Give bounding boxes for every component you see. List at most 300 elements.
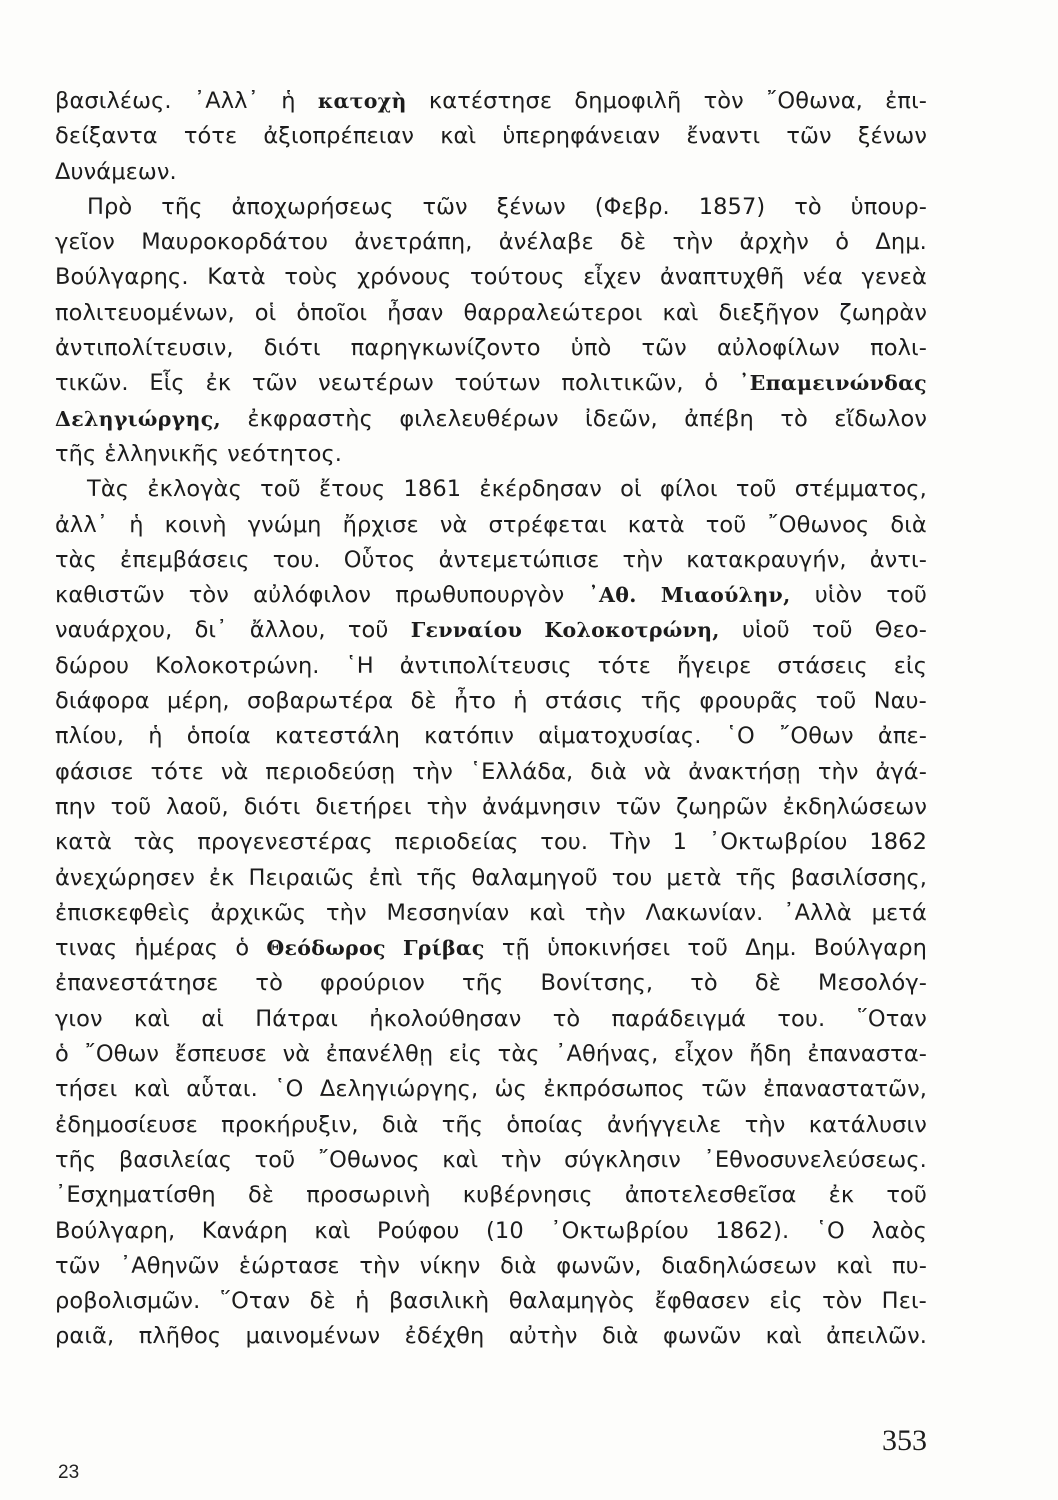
word: τοῦ xyxy=(254,1146,296,1173)
word: σύγκλησιν xyxy=(564,1146,681,1173)
word: ῾Ο xyxy=(274,1076,304,1103)
word: διὰ xyxy=(602,1323,639,1350)
word: φωνῶν xyxy=(663,1323,742,1350)
word: εἴδωλον xyxy=(834,405,927,432)
word: ὁποῖοι xyxy=(296,299,368,326)
word: κατὰ xyxy=(627,511,685,538)
text-line xyxy=(55,684,927,719)
word: διετήρει xyxy=(315,793,412,820)
page-number: 353 xyxy=(882,1424,927,1457)
word: ῾Η xyxy=(345,652,374,679)
word: σοβαρωτέρα xyxy=(247,688,394,715)
word: Θεο- xyxy=(874,617,927,644)
word: διότι xyxy=(263,335,321,362)
word: τότε xyxy=(150,758,204,785)
word: νὰ xyxy=(439,511,468,538)
word: παράδειγμά xyxy=(611,1005,747,1032)
word: τοὺς xyxy=(284,264,339,291)
word: τὴν xyxy=(412,758,453,785)
word: τῆς xyxy=(462,970,504,997)
word: ξένων xyxy=(857,123,927,150)
sheet-number: 23 xyxy=(58,1462,80,1483)
word: Θεόδωρος xyxy=(266,936,386,961)
word: τῶν xyxy=(701,1076,747,1103)
word: ἡ xyxy=(355,1288,370,1315)
word: αὐτὴν xyxy=(508,1323,578,1350)
word: διάφορα xyxy=(55,688,150,715)
word: ἀνήγγειλε xyxy=(607,1111,722,1138)
word: στρέφεται xyxy=(488,511,607,538)
word: ὁποία xyxy=(186,723,251,750)
word: μέρη, xyxy=(167,688,230,715)
word: δείξαντα xyxy=(55,123,158,150)
word: καὶ xyxy=(529,899,566,926)
word: τῆς xyxy=(735,864,777,891)
word: Πειραιῶς xyxy=(248,864,355,891)
word: Τὰς xyxy=(87,476,130,503)
word: Κανάρη xyxy=(201,1217,288,1244)
word: θαλαμηγοῦ xyxy=(471,864,598,891)
word: νέα xyxy=(802,264,843,291)
word: Πρὸ xyxy=(87,193,133,220)
word: (10 xyxy=(486,1217,524,1244)
word: φάσισε xyxy=(55,758,134,785)
word: πολιτευομένων, xyxy=(55,299,235,326)
word: νὰ xyxy=(643,758,672,785)
word: ῾Ο xyxy=(815,1217,845,1244)
word: ῎Οθων xyxy=(84,1041,160,1068)
text-line xyxy=(55,578,927,613)
word: Δημ. xyxy=(875,229,927,256)
word: ἑώρτασε xyxy=(238,1252,340,1279)
text-line xyxy=(55,896,927,931)
word: λαὸς xyxy=(871,1217,927,1244)
word: ροβολισμῶν. xyxy=(55,1288,201,1315)
word: κατακραυγήν, xyxy=(686,546,847,573)
word: ἐκέρδησαν xyxy=(479,476,602,503)
word: ἐκ xyxy=(208,864,235,891)
text-line xyxy=(55,84,927,119)
word: τῆς xyxy=(55,1146,97,1173)
word: Ρούφου xyxy=(376,1217,460,1244)
text-line xyxy=(55,1214,927,1249)
word: κυβέρνησις xyxy=(462,1182,593,1209)
word: αὐλοφίλων xyxy=(716,335,840,362)
word: προγενεστέρας xyxy=(197,829,373,856)
word: ἐκ xyxy=(828,1182,855,1209)
text-line xyxy=(55,649,927,684)
word: γενεὰ xyxy=(861,264,927,291)
word: στάσεις xyxy=(777,652,868,679)
word: ἀνάμνησιν xyxy=(482,793,601,820)
word: τὴν xyxy=(426,793,468,820)
word: καὶ xyxy=(836,1252,873,1279)
word: τινας xyxy=(55,935,118,962)
text-line xyxy=(55,366,927,401)
word: Βούλγαρη, xyxy=(55,1217,176,1244)
text-line xyxy=(55,1072,927,1107)
word: Λακωνίαν. xyxy=(645,899,764,926)
word: τοῦ xyxy=(811,617,853,644)
word: Γρίβας xyxy=(402,936,485,961)
word: περιοδείας xyxy=(394,829,519,856)
word: ᾿Οκτωβρίου xyxy=(550,1217,689,1244)
word: ἐκλογὰς xyxy=(147,476,242,503)
text-line xyxy=(55,1002,927,1037)
word: πολι- xyxy=(870,335,927,362)
word: ἤρχισε xyxy=(342,511,419,538)
word: Βονίτσης, xyxy=(540,970,654,997)
word: Οὗτος xyxy=(343,546,416,573)
text-line xyxy=(55,1143,927,1178)
word: καὶ xyxy=(442,1146,479,1173)
word: τικῶν. xyxy=(55,370,129,397)
word: ὁποίας xyxy=(506,1111,584,1138)
text-line xyxy=(55,1037,927,1072)
word: εἰς xyxy=(448,1041,483,1068)
word: τῶν xyxy=(615,793,662,820)
text-line xyxy=(55,719,927,754)
text-line xyxy=(55,931,927,966)
text-line xyxy=(55,790,927,825)
word: γεῖον xyxy=(55,229,115,256)
word: ᾿Αθηνῶν xyxy=(119,1252,220,1279)
word: ἀγά- xyxy=(875,758,927,785)
word: οἱ xyxy=(620,476,642,503)
word: τῶν xyxy=(641,335,687,362)
word: του. xyxy=(540,829,589,856)
word: ἀποχωρήσεως xyxy=(231,193,394,220)
word: ἐκ xyxy=(205,370,232,397)
word: ῎Οθωνα, xyxy=(766,88,863,114)
word: κατόπιν xyxy=(424,723,514,750)
word: ἀλλ᾿ xyxy=(55,511,109,538)
text-line xyxy=(55,296,927,331)
word: ᾿Αθήνας, xyxy=(555,1041,659,1068)
word: ἐδέχθη xyxy=(404,1323,485,1350)
word: ὁ xyxy=(835,229,850,256)
word: δὲ xyxy=(247,1182,275,1209)
word: ᾿Αλλ᾿ xyxy=(193,88,259,114)
word: νίκην xyxy=(419,1252,481,1279)
word: ῾Ο xyxy=(725,723,755,750)
word: ἔναντι xyxy=(686,123,761,150)
word: ῞Οταν xyxy=(219,1288,291,1315)
text-line xyxy=(55,472,927,507)
text-line xyxy=(55,861,927,896)
word: δι᾿ xyxy=(194,617,228,644)
text-line xyxy=(55,825,927,860)
word: καὶ xyxy=(133,1076,170,1103)
word: νεότητος. xyxy=(227,440,343,467)
word: κατὰ xyxy=(55,829,112,856)
word: ᾿Επαμεινώνδας xyxy=(739,371,927,396)
word: τῶν xyxy=(252,370,298,397)
word: φίλοι xyxy=(659,476,718,503)
word: ὁ xyxy=(704,370,719,397)
word: Μαυροκορδάτου xyxy=(141,229,329,256)
word: ἀναπτυχθῆ xyxy=(659,264,785,291)
word: εἶχεν xyxy=(583,264,642,291)
word: ἐκπρόσωπος xyxy=(543,1076,685,1103)
word: Πάτραι xyxy=(255,1005,338,1032)
word: τῶν xyxy=(55,1252,101,1279)
word: (Φεβρ. xyxy=(594,193,670,220)
word: ῞Οταν xyxy=(856,1005,927,1032)
word: διότι xyxy=(243,793,301,820)
word: θαλαμηγὸς xyxy=(508,1288,636,1315)
text-line xyxy=(55,402,927,437)
word: τοῦ xyxy=(260,476,301,503)
word: ὡς xyxy=(494,1076,527,1103)
word: ἀντεμετώπισε xyxy=(438,546,600,573)
word: ξένων xyxy=(496,193,566,220)
word: ἔτους xyxy=(319,476,386,503)
word: ὑπουρ- xyxy=(850,193,927,220)
word: ᾿Αλλὰ xyxy=(783,899,852,926)
word: ὑπὸ xyxy=(570,335,612,362)
word: ἐπανεστάτησε xyxy=(55,970,219,997)
word: εἰς xyxy=(769,1288,803,1315)
word: κατοχὴ xyxy=(317,89,407,113)
word: τοῦ xyxy=(705,511,747,538)
word: Μιαούλην, xyxy=(660,583,791,608)
word: διὰ xyxy=(590,758,627,785)
word: ὁ xyxy=(235,935,250,962)
body-text xyxy=(55,84,927,1355)
word: τῇ xyxy=(501,935,530,962)
word: ἐπαναστατῶν, xyxy=(763,1076,927,1103)
word: Μεσσηνίαν xyxy=(386,899,510,926)
word: ῎Οθωνος xyxy=(767,511,870,538)
word: δημοφιλῆ xyxy=(574,88,682,114)
word: τὴν xyxy=(622,546,664,573)
word: Βούλγαρη xyxy=(813,935,927,962)
word: τῶν xyxy=(786,123,832,150)
word: ἐπι- xyxy=(885,88,927,114)
word: οἱ xyxy=(254,299,277,326)
word: νὰ xyxy=(282,1041,311,1068)
text-line xyxy=(55,260,927,295)
word: τοῦ xyxy=(347,617,389,644)
word: του xyxy=(611,864,653,891)
word: καὶ xyxy=(133,1005,170,1032)
word: φρούριον xyxy=(320,970,425,997)
word: γιον xyxy=(55,1005,103,1032)
word: ἰδεῶν, xyxy=(585,405,658,432)
word: ραιᾶ, xyxy=(55,1323,115,1350)
text-line xyxy=(55,119,927,154)
word: ἀντιπολίτευσιν, xyxy=(55,335,234,362)
word: Κολοκοτρώνη. xyxy=(155,652,320,679)
word: τὸ xyxy=(794,193,822,220)
text-line xyxy=(55,508,927,543)
word: μετά xyxy=(871,899,927,926)
word: Βούλγαρης. xyxy=(55,264,189,291)
word: καὶ xyxy=(662,299,699,326)
word: 1862 xyxy=(869,829,927,856)
word: ἀνετράπη, xyxy=(354,229,473,256)
word: ἤδη xyxy=(749,1041,792,1068)
word: ὁ xyxy=(55,1041,69,1068)
word: ῎Οθων xyxy=(779,723,854,750)
word: ᾿Εσχηματίσθη xyxy=(55,1182,216,1209)
word: δὲ xyxy=(410,688,437,715)
word: 1857) xyxy=(698,193,766,220)
word: τὴν xyxy=(584,899,626,926)
word: στάσις xyxy=(545,688,624,715)
word: ῾Ελλάδα, xyxy=(469,758,574,785)
word: τούτων xyxy=(454,370,541,397)
word: τὸ xyxy=(780,405,808,432)
text-line xyxy=(55,155,927,190)
word: ἀντιπολίτευσις xyxy=(399,652,572,679)
word: εἶχον xyxy=(673,1041,734,1068)
text-line xyxy=(55,437,927,472)
word: υἱὸν xyxy=(814,582,863,609)
word: 1 xyxy=(672,829,688,856)
word: ἄλλου, xyxy=(249,617,326,644)
word: κατεστάλη xyxy=(275,723,400,750)
word: Δεληγιώργης, xyxy=(55,406,221,431)
word: τήσει xyxy=(55,1076,118,1103)
word: ᾿Εθνοσυνελεύσεως. xyxy=(703,1146,927,1173)
word: καθιστῶν xyxy=(55,582,165,609)
word: υἱοῦ xyxy=(741,617,790,644)
word: δώρου xyxy=(55,652,130,679)
word: λαοῦ, xyxy=(166,793,229,820)
word: τῆς xyxy=(441,1111,484,1138)
text-line xyxy=(55,755,927,790)
word: ἐπανέλθῃ xyxy=(325,1041,434,1068)
word: ἦτο xyxy=(454,688,496,715)
word: τὸ xyxy=(255,970,283,997)
word: του. xyxy=(777,1005,826,1032)
word: Δεληγιώργης, xyxy=(319,1076,479,1103)
word: ἤγειρε xyxy=(676,652,752,679)
word: Εἷς xyxy=(149,370,185,397)
text-line xyxy=(55,543,927,578)
word: διὰ xyxy=(500,1252,537,1279)
word: ἀξιοπρέπειαν xyxy=(263,123,415,150)
text-line xyxy=(55,966,927,1001)
word: Κολοκοτρώνη, xyxy=(544,618,720,643)
word: ἀπέβη xyxy=(684,405,754,432)
text-line xyxy=(55,331,927,366)
text-line xyxy=(55,613,927,648)
word: ἀρχὴν xyxy=(739,229,809,256)
word: ἡ xyxy=(148,723,163,750)
word: καὶ xyxy=(765,1323,802,1350)
word: τὴν xyxy=(500,1146,542,1173)
word: καὶ xyxy=(314,1217,351,1244)
word: Κατὰ xyxy=(207,264,266,291)
word: Δυνάμεων. xyxy=(55,158,177,185)
word: νεωτέρων xyxy=(318,370,434,397)
word: τῆς xyxy=(640,688,683,715)
word: ἐκδηλώσεων xyxy=(782,793,927,820)
word: αὗται. xyxy=(186,1076,258,1103)
word: Μεσολόγ- xyxy=(818,970,927,997)
word: ῎Οθωνος xyxy=(317,1146,420,1173)
word: παρηγκωνίζοντο xyxy=(350,335,541,362)
text-line xyxy=(55,225,927,260)
text-line xyxy=(55,1284,927,1319)
word: καὶ xyxy=(440,123,477,150)
word: ἡ xyxy=(129,511,144,538)
word: αὐλόφιλον xyxy=(253,582,372,609)
word: τότε xyxy=(597,652,652,679)
word: πλῆθος xyxy=(138,1323,222,1350)
word: κοινὴ xyxy=(164,511,227,538)
word: τοῦ xyxy=(735,476,777,503)
word: ὑποκινήσει xyxy=(547,935,671,962)
word: ἠκολούθησαν xyxy=(369,1005,522,1032)
word: ζωηρῶν xyxy=(676,793,768,820)
word: γνώμη xyxy=(247,511,322,538)
word: αἱ xyxy=(201,1005,224,1032)
word: ἡμέρας xyxy=(134,935,219,962)
word: τὰς xyxy=(55,546,97,573)
word: τῆς xyxy=(416,864,458,891)
word: βασιλικὴ xyxy=(388,1288,490,1315)
text-line xyxy=(55,1108,927,1143)
word: του. xyxy=(272,546,321,573)
word: πυ- xyxy=(891,1252,927,1279)
word: τούτους xyxy=(469,264,565,291)
word: χρόνους xyxy=(356,264,452,291)
word: ἐδημοσίευσε xyxy=(55,1111,198,1138)
word: μαινομένων xyxy=(245,1323,381,1350)
word: τῶν xyxy=(422,193,468,220)
word: αἱματοχυσίας. xyxy=(538,723,702,750)
word: διαδηλώσεων xyxy=(661,1252,817,1279)
word: τὴν xyxy=(326,899,367,926)
word: ἐπισκεφθεὶς xyxy=(55,899,191,926)
word: τὰς xyxy=(497,1041,540,1068)
word: τοῦ xyxy=(886,582,927,609)
word: τὴν xyxy=(744,1111,786,1138)
word: Γενναίου xyxy=(410,618,523,643)
word: φρουρᾶς xyxy=(699,688,799,715)
word: βασιλέως. xyxy=(55,88,172,114)
word: Ναυ- xyxy=(873,688,927,715)
word: πρωθυπουργὸν xyxy=(395,582,565,609)
word: ᾿Αθ. xyxy=(588,583,637,608)
word: ἀνέλαβε xyxy=(498,229,594,256)
word: ἔσπευσε xyxy=(174,1041,267,1068)
word: τὸν xyxy=(822,1288,863,1315)
word: τὰς xyxy=(133,829,176,856)
word: τοῦ xyxy=(687,935,729,962)
word: ἐπαναστα- xyxy=(807,1041,927,1068)
word: ἀνεχώρησεν xyxy=(55,864,195,891)
word: ἀπε- xyxy=(877,723,927,750)
word: περιοδεύσῃ xyxy=(265,758,396,785)
word: ὑπερηφάνειαν xyxy=(502,123,661,150)
word: τὴν xyxy=(672,229,714,256)
word: Πει- xyxy=(881,1288,927,1315)
word: ἀποτελεσθεῖσα xyxy=(624,1182,797,1209)
word: βασιλείας xyxy=(118,1146,232,1173)
word: δὲ xyxy=(309,1288,336,1315)
word: τὸν xyxy=(188,582,229,609)
word: πλίου, xyxy=(55,723,125,750)
word: ἔφθασεν xyxy=(654,1288,750,1315)
word: διὰ xyxy=(381,1111,419,1138)
word: φωνῶν, xyxy=(556,1252,642,1279)
word: ἐπὶ xyxy=(368,864,403,891)
